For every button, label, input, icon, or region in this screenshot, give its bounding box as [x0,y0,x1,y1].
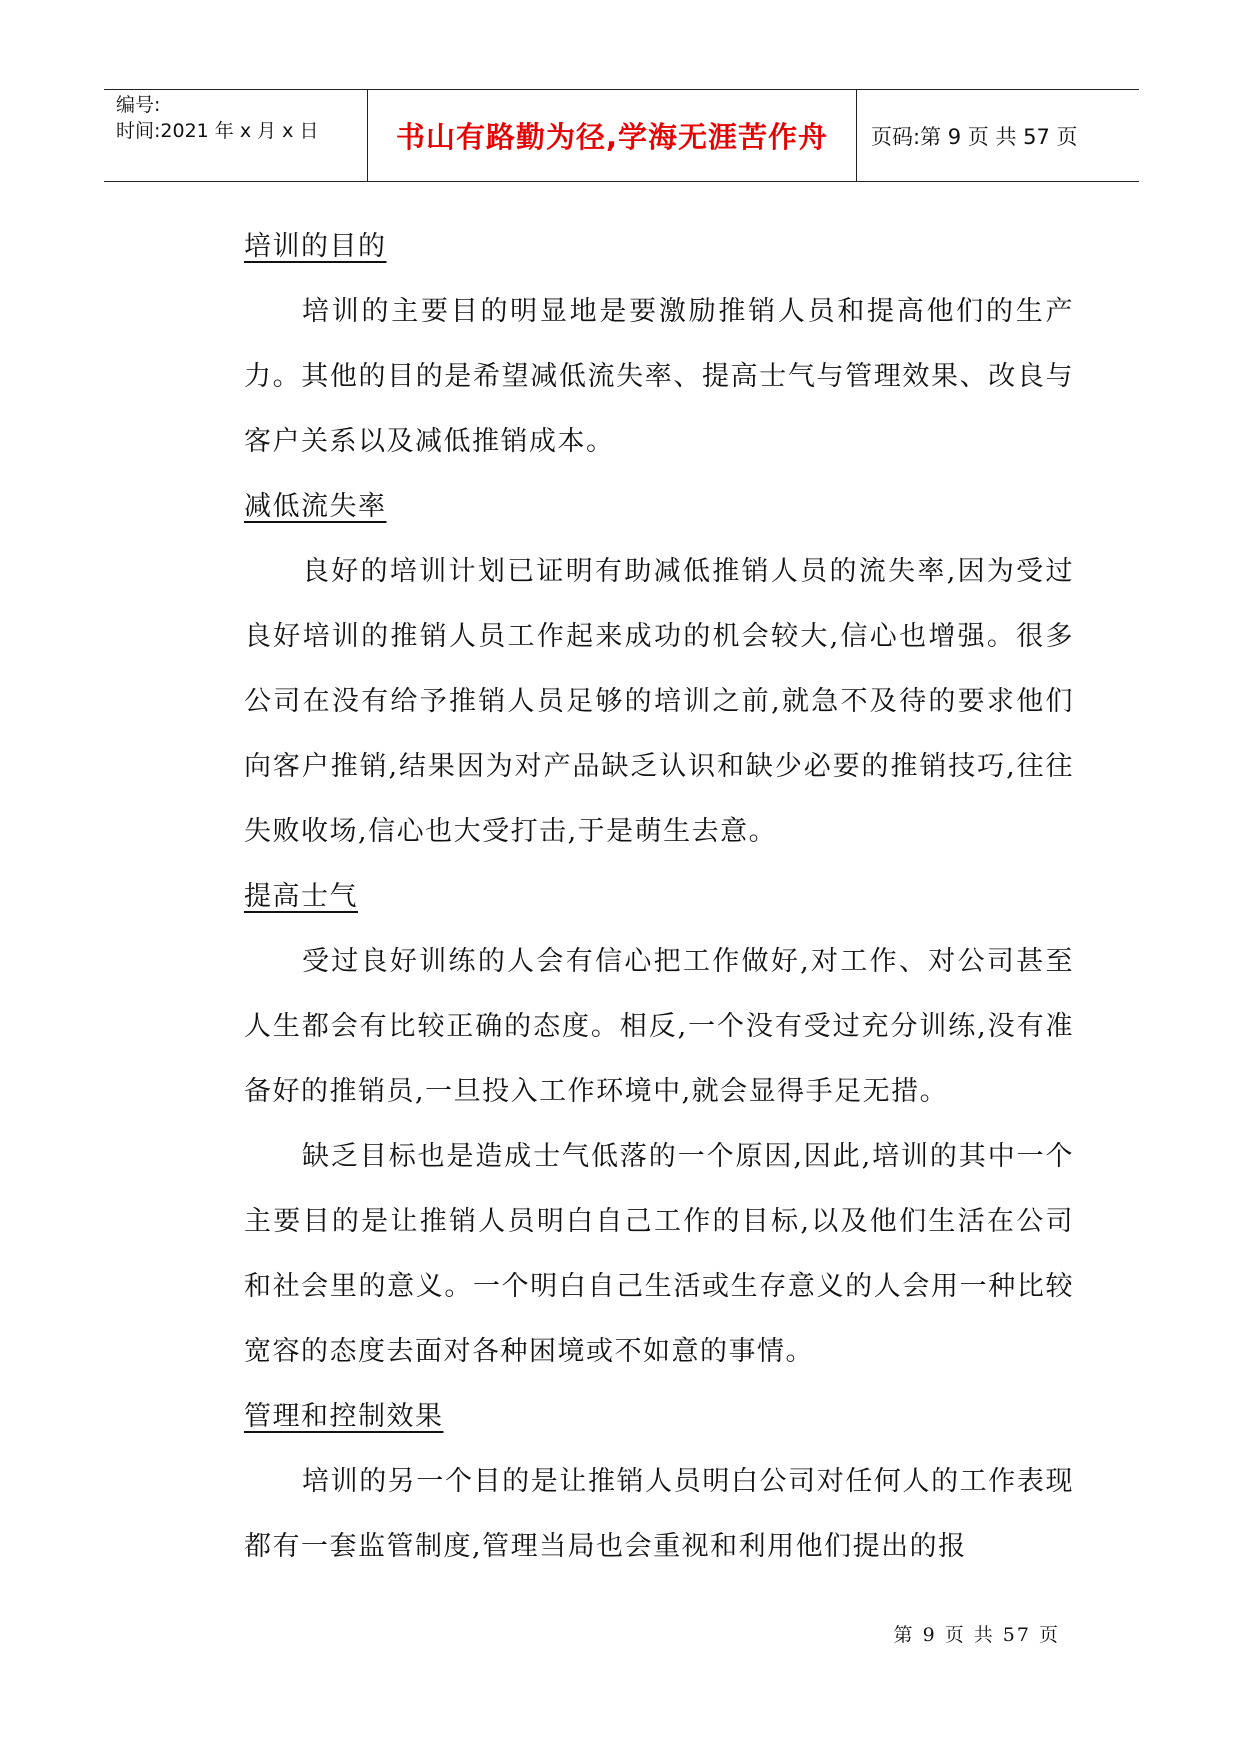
document-time-label: 时间:2021 年 x 月 x 日 [116,120,319,142]
header-page-cell [857,90,1139,181]
body-paragraph: 受过良好训练的人会有信心把工作做好,对工作、对公司甚至人生都会有比较正确的态度。相反,一个没有受过充分训练,没有准备好的推销员,一旦投入工作环境中,就会显得手足无措。 [244,946,1074,1107]
body-paragraph: 培训的主要目的明显地是要激励推销人员和提高他们的生产力。其他的目的是希望减低流失率、提高士气与管理效果、改良与客户关系以及减低推销成本。 [244,296,1074,457]
header-page-label: 页码:第 9 页 共 57 页 [871,124,1078,149]
section-heading: 减低流失率 [244,491,387,522]
section-heading: 管理和控制效果 [244,1401,444,1432]
body-paragraph: 良好的培训计划已证明有助减低推销人员的流失率,因为受过良好培训的推销人员工作起来成功的机会较大,信心也增强。很多公司在没有给予推销人员足够的培训之前,就急不及待的要求他们向客户推销,结果因为对产品缺乏认识和缺少必要的推销技巧,往往失败收场,信心也大受打击,于是萌生去意。 [244,556,1074,847]
document-number-label: 编号: [116,94,161,116]
header-meta-cell [104,90,368,181]
body-paragraph: 培训的另一个目的是让推销人员明白公司对任何人的工作表现都有一套监管制度,管理当局也会重视和利用他们提出的报 [244,1466,1074,1562]
document-body [244,214,1074,1579]
page-footer: 第 9 页 共 57 页 [893,1624,1060,1646]
header-motto-cell [368,90,857,181]
header-motto: 书山有路勤为径,学海无涯苦作舟 [395,120,829,154]
section-heading: 培训的目的 [244,231,387,262]
body-paragraph: 缺乏目标也是造成士气低落的一个原因,因此,培训的其中一个主要目的是让推销人员明白自己工作的目标,以及他们生活在公司和社会里的意义。一个明白自己生活或生存意义的人会用一种比较宽容的态度去面对各种困境或不如意的事情。 [244,1141,1074,1367]
section-heading: 提高士气 [244,881,358,912]
document-header [104,89,1139,182]
